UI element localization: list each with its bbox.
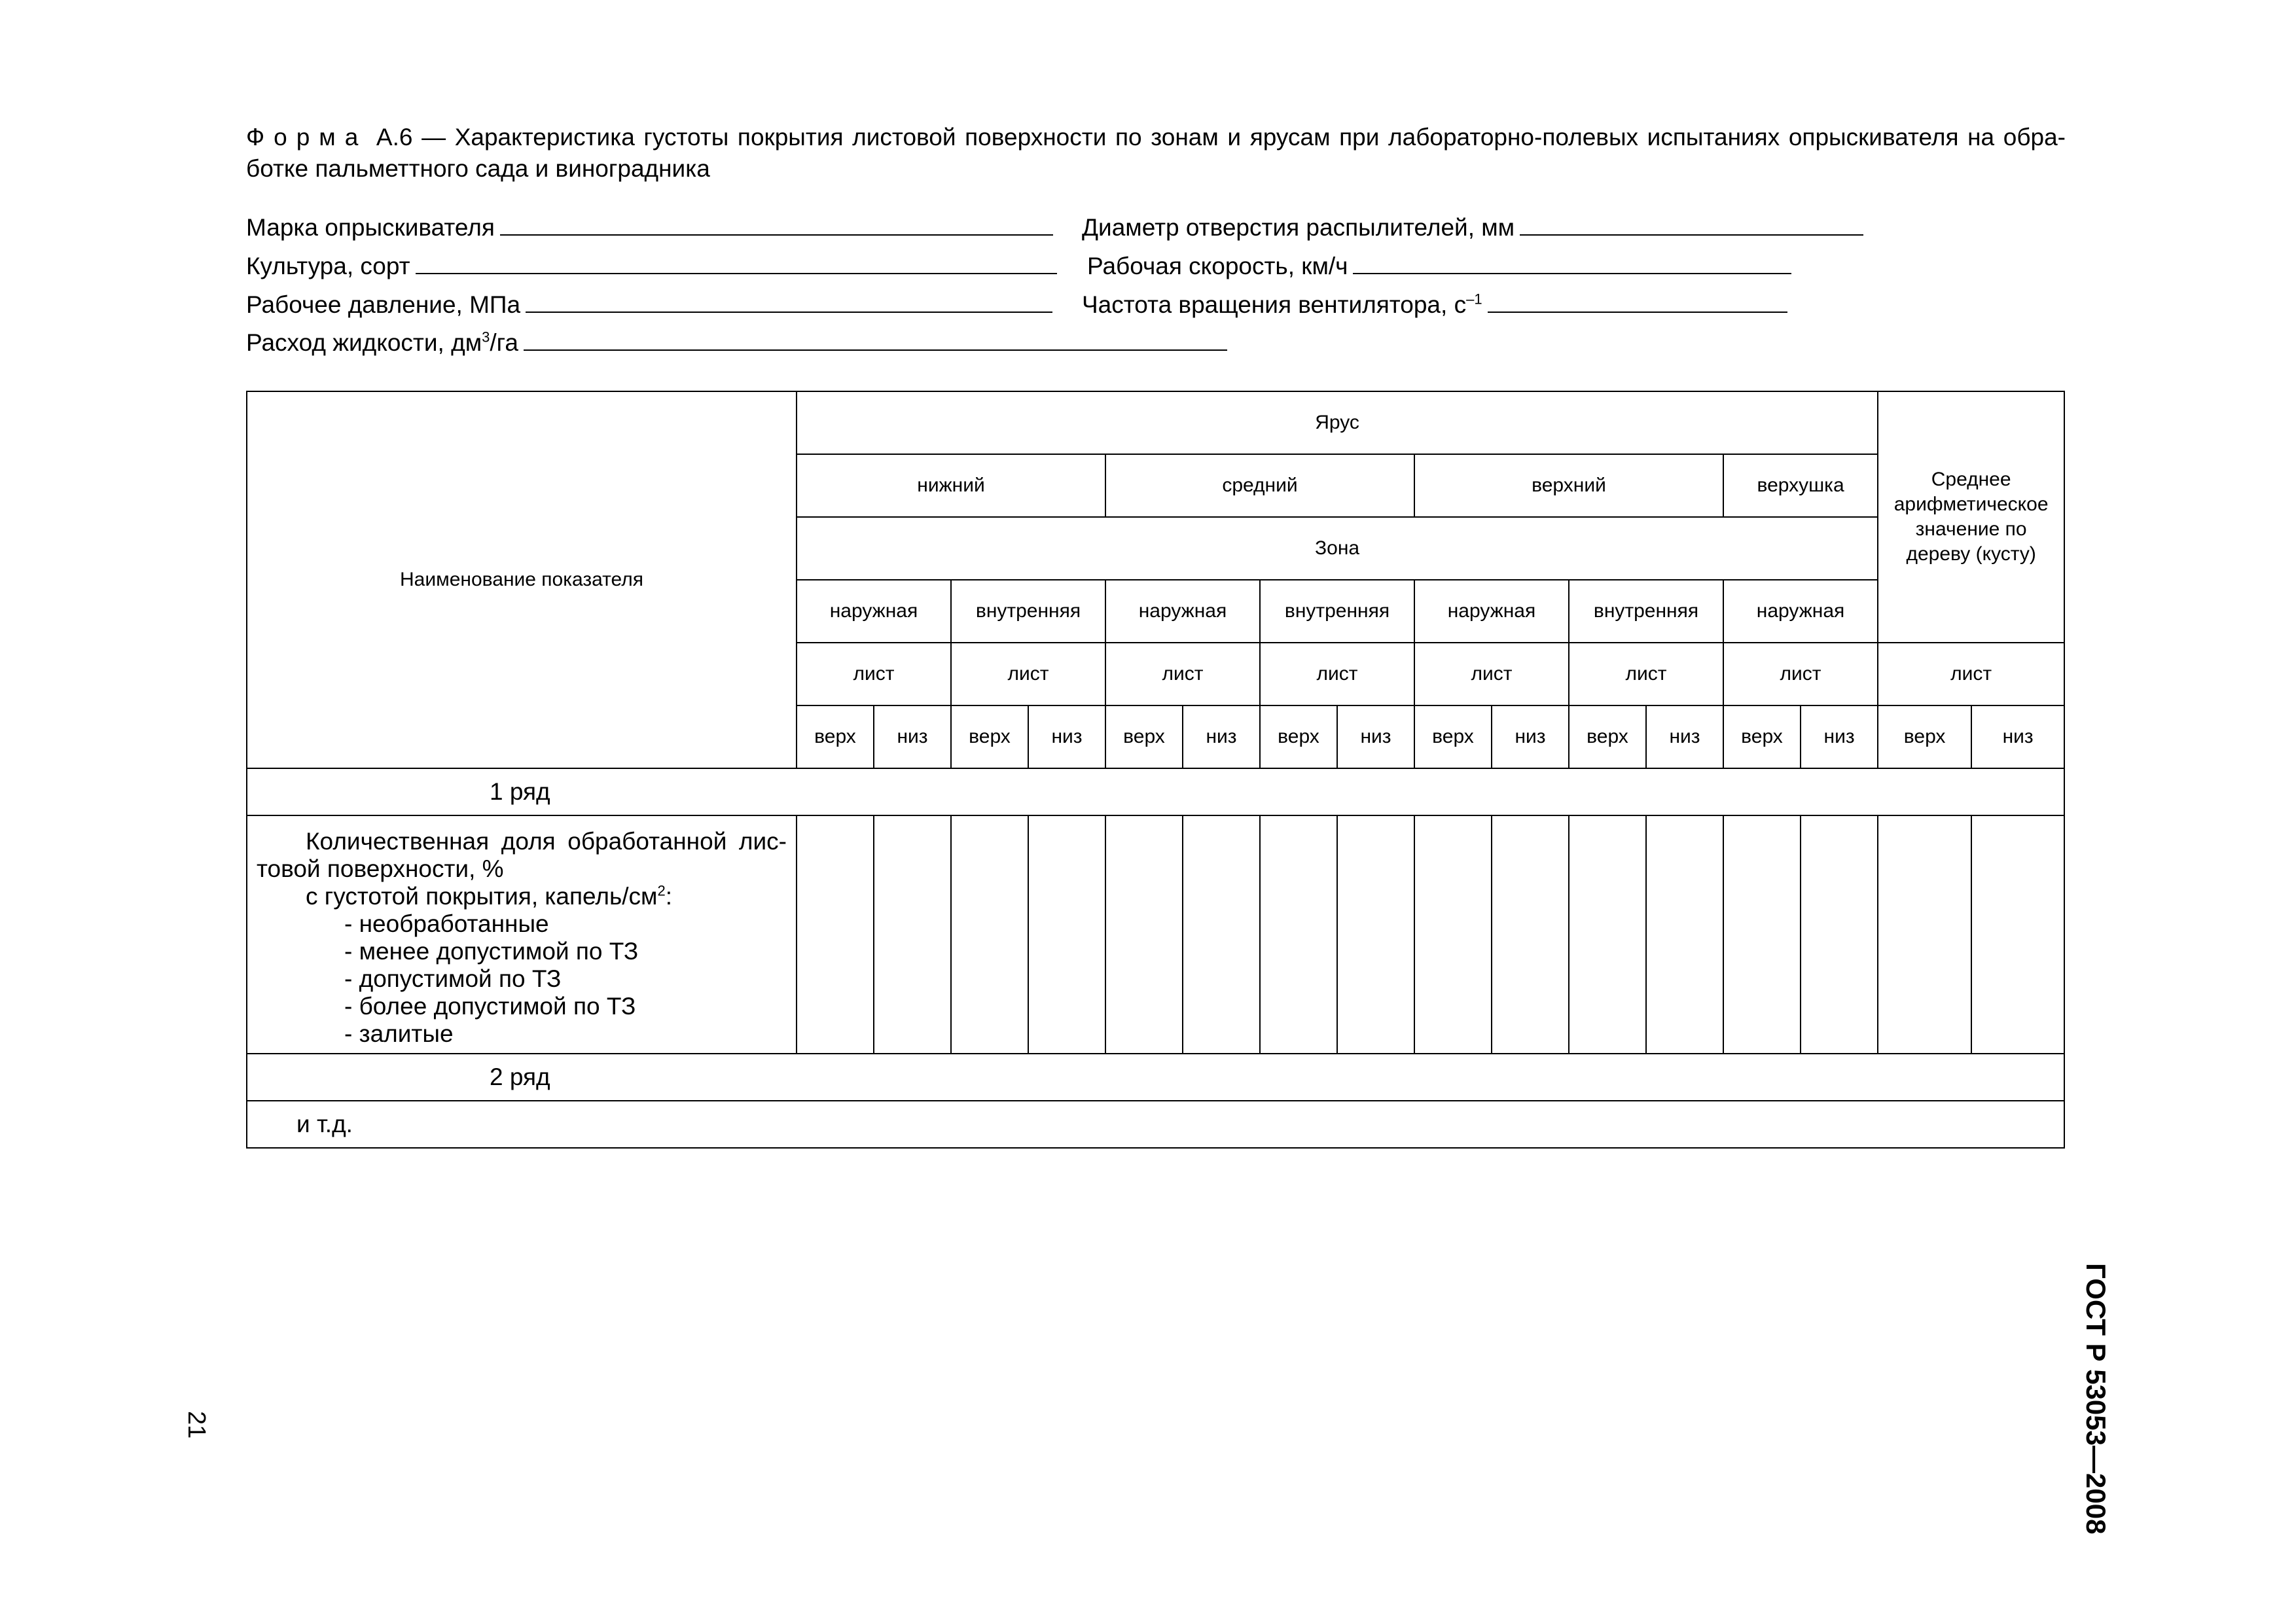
field-diameter-line[interactable] [1520,212,1863,236]
leaf-cell: лист [1569,643,1723,705]
bottom-cell: низ [874,705,951,768]
field-fan [1082,289,1787,319]
value-cell[interactable] [1028,815,1105,1054]
page-number: 21 [183,1411,210,1439]
field-flow-sup: 3 [482,329,490,346]
indicator-item: - менее допустимой по ТЗ [344,938,639,965]
value-cell[interactable] [1260,815,1337,1054]
coverage-table [246,391,2065,1149]
standard-code: ГОСТ Р 53053—2008 [2081,1263,2111,1535]
top-cell: верх [1260,705,1337,768]
value-cell[interactable] [797,815,874,1054]
indicator-line-1: Количественная доля обработанной лис- [306,828,787,855]
tier-lower: нижний [797,454,1105,517]
field-culture-line[interactable] [416,251,1057,274]
field-brand-label: Марка опрыскивателя [246,214,495,241]
value-cell[interactable] [1492,815,1569,1054]
value-cell[interactable] [1414,815,1492,1054]
indicator-item: - залитые [344,1020,454,1047]
field-brand-line[interactable] [500,212,1053,236]
zone-cell: внутренняя [1260,580,1414,643]
value-cell[interactable] [1723,815,1801,1054]
top-cell: верх [1414,705,1492,768]
zone-cell: наружная [1105,580,1260,643]
top-cell: верх [1723,705,1801,768]
field-speed-label: Рабочая скорость, км/ч [1087,253,1348,279]
field-speed [1087,251,1791,281]
field-culture [246,251,1057,281]
leaf-cell: лист [951,643,1105,705]
form-title-prefix: Форма [246,124,368,151]
zone-cell: наружная [1723,580,1878,643]
indicator-item: - допустимой по ТЗ [344,965,562,992]
value-cell[interactable] [1971,815,2064,1054]
field-flow-unit: /га [490,329,518,356]
row-1-label: 1 ряд [247,768,2064,815]
value-cell[interactable] [1105,815,1183,1054]
form-title [246,122,2066,185]
zone-cell: внутренняя [951,580,1105,643]
tier-middle: средний [1105,454,1414,517]
bottom-cell: низ [1971,705,2064,768]
leaf-cell: лист [797,643,951,705]
indicator-item: - необработанные [344,910,549,937]
top-cell: верх [1878,705,1971,768]
value-cell[interactable] [951,815,1028,1054]
top-cell: верх [951,705,1028,768]
row-2-label: 2 ряд [247,1054,2064,1101]
form-title-text: А.6 — Характеристика густоты покрытия листовой поверхности по зонам и ярусам при лабораторно-полевых испытаниях опрыскивателя на обра-ботке пальметтного сада и виноградника [246,124,2066,182]
etc-label: и т.д. [247,1101,2064,1148]
value-cell[interactable] [874,815,951,1054]
field-diameter-label: Диаметр отверстия распылителей, мм [1082,214,1515,241]
tier-crown: верхушка [1723,454,1878,517]
field-diameter [1082,212,1863,242]
field-fan-line[interactable] [1488,289,1787,313]
zone-cell: наружная [797,580,951,643]
top-cell: верх [1105,705,1183,768]
leaf-cell: лист [1414,643,1569,705]
indicator-line-3-sup: 2 [657,882,666,899]
field-fan-sup: –1 [1466,291,1482,308]
indicator-line-3-text: с густотой покрытия, капель/см [306,883,658,910]
field-flow-line[interactable] [524,327,1227,351]
field-brand [246,212,1053,242]
value-cell[interactable] [1801,815,1878,1054]
bottom-cell: низ [1646,705,1723,768]
name-header: Наименование показателя [247,391,797,768]
zone-cell: наружная [1414,580,1569,643]
value-cell[interactable] [1337,815,1414,1054]
indicator-line-2: товой поверхности, % [257,855,504,882]
leaf-cell: лист [1878,643,2064,705]
value-cell[interactable] [1646,815,1723,1054]
field-flow [246,327,1227,357]
zone-header: Зона [797,517,1878,580]
mean-header: Среднее арифметическое значение по дереву (кусту) [1878,391,2064,643]
top-cell: верх [1569,705,1646,768]
leaf-cell: лист [1723,643,1878,705]
tier-upper: верхний [1414,454,1723,517]
bottom-cell: низ [1492,705,1569,768]
indicator-line-3-colon: : [665,883,672,910]
field-pressure-label: Рабочее давление, МПа [246,291,521,318]
bottom-cell: низ [1337,705,1414,768]
value-cell[interactable] [1569,815,1646,1054]
field-culture-label: Культура, сорт [246,253,410,279]
zone-cell: внутренняя [1569,580,1723,643]
bottom-cell: низ [1183,705,1260,768]
tier-header: Ярус [797,391,1878,454]
value-cell[interactable] [1878,815,1971,1054]
field-pressure [246,289,1052,319]
bottom-cell: низ [1801,705,1878,768]
indicator-line-3 [257,883,787,910]
value-cell[interactable] [1183,815,1260,1054]
field-pressure-line[interactable] [526,289,1052,313]
bottom-cell: низ [1028,705,1105,768]
top-cell: верх [797,705,874,768]
leaf-cell: лист [1260,643,1414,705]
leaf-cell: лист [1105,643,1260,705]
field-fan-label: Частота вращения вентилятора, с [1082,291,1467,318]
indicator-item: - более допустимой по ТЗ [344,993,636,1020]
field-flow-label: Расход жидкости, дм [246,329,482,356]
indicator-cell [247,815,797,1054]
field-speed-line[interactable] [1353,251,1791,274]
